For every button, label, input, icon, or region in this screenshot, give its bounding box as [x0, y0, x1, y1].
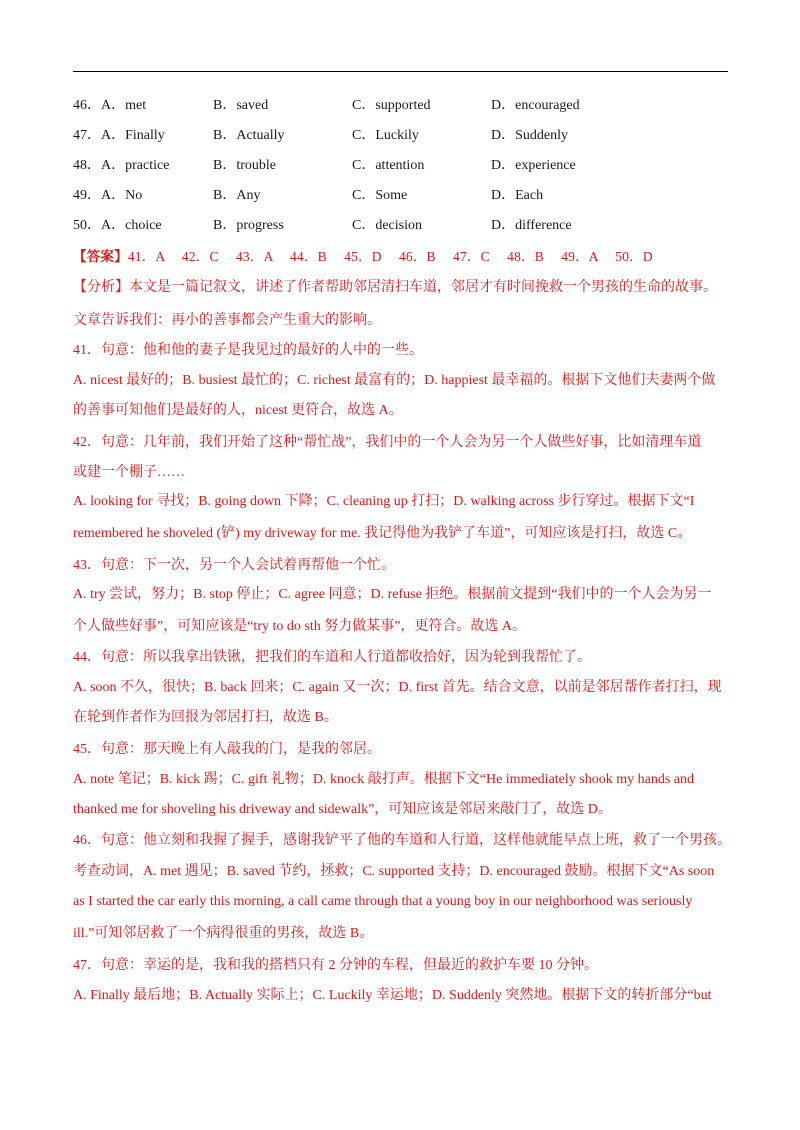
option-c: C．Luckily: [352, 128, 419, 143]
option-c: C．decision: [352, 218, 422, 233]
answer-text: 41．A 42．C 43．A 44．B 45．D 46．B 47．C 48．B 49．A 50．D: [127, 249, 653, 264]
question-number: 47．: [73, 128, 101, 143]
analysis-line: 45．句意：那天晚上有人敲我的门，是我的邻居。: [73, 742, 381, 757]
analysis-line: A. note 笔记；B. kick 踢；C. gift 礼物；D. knock 敲打声。根据下文“He immediately shook my hands and: [73, 772, 694, 787]
analysis-line: 文章告诉我们：再小的善事都会产生重大的影响。: [73, 313, 381, 328]
analysis-line: thanked me for shoveling his driveway and sidewalk”，可知应该是邻居来敲门了，故选 D。: [73, 802, 612, 817]
analysis-line: 46．句意：他立刻和我握了握手，感谢我铲平了他的车道和人行道，这样他就能早点上班，救了一个男孩。: [73, 833, 731, 848]
analysis-line: 41．句意：他和他的妻子是我见过的最好的人中的一些。: [73, 343, 423, 358]
analysis-line: 或建一个棚子……: [73, 465, 185, 480]
option-b: B．progress: [213, 218, 284, 233]
option-b: B．saved: [213, 98, 269, 113]
answer-label: 【答案】: [73, 249, 128, 264]
question-number-and-option-a: [73, 125, 165, 147]
question-number-and-option-a: [73, 215, 162, 237]
analysis-line: A. Finally 最后地；B. Actually 实际上；C. Luckily 幸运地；D. Suddenly 突然地。根据下文的转折部分“but: [73, 988, 712, 1003]
analysis-line: 考查动词，A. met 遇见；B. saved 节约，拯救；C. supported 支持；D. encouraged 鼓励。根据下文“As soon: [73, 864, 715, 879]
analysis-line: remembered he shoveled (铲) my driveway for me. 我记得他为我铲了车道”，可知应该是打扫，故选 C。: [73, 526, 692, 541]
question-number: 49．: [73, 188, 101, 203]
header-rule: [73, 71, 728, 72]
analysis-line: 在轮到作者作为回报为邻居打扫，故选 B。: [73, 710, 338, 725]
option-a: A．practice: [101, 158, 170, 173]
analysis-line: 【分析】本文是一篇记叙文，讲述了作者帮助邻居清扫车道，邻居才有时间挽救一个男孩的生命的故事。: [73, 280, 717, 295]
answer-line: [73, 247, 733, 267]
analysis-line: A. nicest 最好的；B. busiest 最忙的；C. richest 最富有的；D. happiest 最幸福的。根据下文他们夫妻两个做: [73, 373, 716, 388]
option-c: C．attention: [352, 158, 425, 173]
question-number: 46．: [73, 98, 101, 113]
option-b: B．trouble: [213, 158, 276, 173]
analysis-line: 44．句意：所以我拿出铁锹，把我们的车道和人行道都收拾好，因为轮到我帮忙了。: [73, 650, 591, 665]
question-number-and-option-a: [73, 95, 146, 117]
option-d: D．difference: [491, 218, 572, 233]
analysis-line: 个人做些好事”，可知应该是“try to do sth 努力做某事”，更符合。故选 A。: [73, 619, 527, 634]
question-number: 50．: [73, 218, 101, 233]
question-number: 48．: [73, 158, 101, 173]
analysis-line: as I started the car early this morning, a call came through that a young boy in our neighborhood was seriously: [73, 894, 693, 909]
option-d: D．experience: [491, 158, 576, 173]
analysis-line: 的善事可知他们是最好的人，nicest 更符合，故选 A。: [73, 403, 403, 418]
option-d: D．Each: [491, 188, 544, 203]
analysis-line: 43．句意：下一次，另一个人会试着再帮他一个忙。: [73, 558, 395, 573]
option-d: D．encouraged: [491, 98, 580, 113]
option-b: B．Actually: [213, 128, 285, 143]
question-number-and-option-a: [73, 155, 169, 177]
analysis-line: 42．句意：几年前，我们开始了这种“帮忙战”，我们中的一个人会为另一个人做些好事，比如清理车道: [73, 435, 702, 450]
option-a: A．choice: [101, 218, 162, 233]
analysis-line: 47．句意：幸运的是，我和我的搭档只有 2 分钟的车程，但最近的救护车要 10 分钟。: [73, 958, 598, 973]
analysis-line: A. try 尝试，努力；B. stop 停止；C. agree 同意；D. refuse 拒绝。根据前文提到“我们中的一个人会为另一: [73, 587, 712, 602]
option-b: B．Any: [213, 188, 261, 203]
question-number-and-option-a: [73, 185, 142, 207]
analysis-line: A. soon 不久，很快；B. back 回来；C. again 又一次；D. first 首先。结合文意，以前是邻居帮作者打扫，现: [73, 680, 722, 695]
analysis-line: A. looking for 寻找；B. going down 下降；C. cleaning up 打扫；D. walking across 步行穿过。根据下文“I: [73, 494, 695, 509]
option-d: D．Suddenly: [491, 128, 568, 143]
option-a: A．met: [101, 98, 147, 113]
option-a: A．No: [101, 188, 143, 203]
analysis-line: ill.”可知邻居救了一个病得很重的男孩，故选 B。: [73, 926, 374, 941]
option-a: A．Finally: [101, 128, 165, 143]
option-c: C．supported: [352, 98, 431, 113]
option-c: C．Some: [352, 188, 408, 203]
